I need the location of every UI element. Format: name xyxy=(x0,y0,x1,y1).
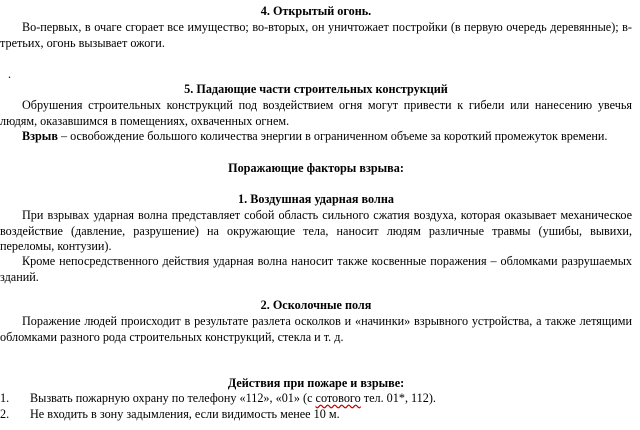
heading-shock-wave: 1. Воздушная ударная волна xyxy=(238,192,394,206)
list-item-text: Не входить в зону задымления, если видимость менее 10 м. xyxy=(30,406,340,421)
paragraph-fragment-fields: Поражение людей происходит в результате разлета осколков и «начинки» взрывного устройства, а также летящими обломками разного рода строительных конструкций, стекла и т. д. xyxy=(0,314,632,344)
heading-open-fire: 4. Открытый огонь. xyxy=(260,4,372,18)
heading-actions: Действия при пожаре и взрыве: xyxy=(227,376,405,390)
heading-fragment-fields: 2. Осколочные поля xyxy=(260,298,372,312)
list-item-number: 1. xyxy=(0,391,10,405)
list-item xyxy=(0,407,632,423)
paragraph-falling-parts: Обрушения строительных конструкций под воздействием огня могут привести к гибели или нанесению увечья людям, оказавшимся в помещениях, охваченных огнем. xyxy=(0,98,632,128)
spellcheck-underlined-word: сотового xyxy=(315,391,361,405)
paragraph-shock-wave-2: Кроме непосредственного действия ударная волна наносит также косвенные поражения – обломками разрушаемых зданий. xyxy=(0,254,632,284)
heading-explosion-factors: Поражающие факторы взрыва: xyxy=(228,161,404,175)
paragraph-open-fire: Во-первых, в очаге сгорает все имущество; во-вторых, он уничтожает постройки (в первую очередь деревянные); в-третьих, огонь вызывает ожоги. xyxy=(0,20,632,50)
list-item xyxy=(0,391,632,407)
heading-falling-parts: 5. Падающие части строительных конструкций xyxy=(184,82,448,96)
actions-list xyxy=(0,391,632,422)
explosion-term: Взрыв xyxy=(22,129,58,143)
paragraph-shock-wave-1: При взрывах ударная волна представляет собой область сильного сжатия воздуха, которая оказывает механическое воздействие (давление, разрушение) на окружающие тела, наносит людям различные травмы (ушибы, вывихи, переломы, контузии). xyxy=(0,208,632,253)
stray-dot: . xyxy=(8,67,12,81)
list-item-number: 2. xyxy=(0,406,10,421)
paragraph-explosion-definition: Взрыв – освобождение большого количества энергии в ограниченном объеме за короткий промежуток времени. xyxy=(22,129,608,143)
list-item-text: Вызвать пожарную охрану по телефону «112», «01» (с сотового тел. 01*, 112). xyxy=(30,391,436,405)
